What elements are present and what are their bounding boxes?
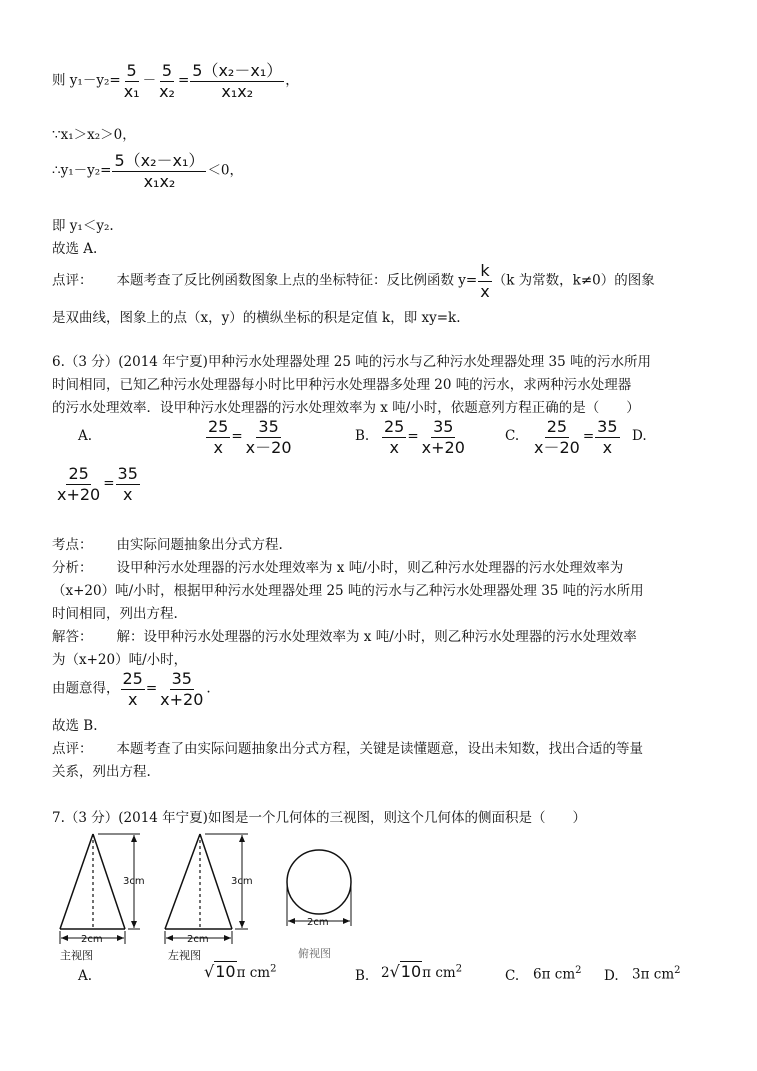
q6-fenxi: 分析： 设甲种污水处理器的污水处理效率为 x 吨/小时，则乙种污水处理器的污水处理效率为 — [52, 560, 624, 576]
q6-stem-line-2: 时间相同，已知乙种污水处理器每小时比甲种污水处理器多处理 20 吨的污水，求两种污水处理器 — [52, 377, 632, 393]
fraction-difference-2: $\frac{\text{5（x₂－x₁）}}{\text{x₁x₂}}$ — [114, 151, 205, 191]
top-view — [287, 850, 351, 926]
solution-line-4: 即 y₁＜y₂. — [52, 218, 114, 234]
front-view-left-edge — [60, 834, 93, 929]
front-height-label: 3cm — [123, 876, 145, 887]
left-view — [165, 834, 248, 944]
q7-option-d-value[interactable]: 3π $cm^2$ — [632, 965, 681, 983]
q6-option-d-equation[interactable]: $\frac{25}{x+20}$ = $\frac{35}{x}$ — [57, 464, 138, 504]
solution-line-3: ∴y₁－y₂= $\frac{\text{5（x₂－x₁）}}{\text{x₁x₂}}$ ＜0， — [52, 151, 244, 191]
solution-choice: 故选 A. — [52, 241, 98, 257]
comment-block-1: 点评： 本题考查了反比例函数图象上点的坐标特征：反比例函数 y= $\frac{k}{x}$ （k 为常数，k≠0）的图象 — [52, 261, 655, 301]
q7-option-d-label[interactable]: D. — [604, 968, 619, 984]
q6-stem-line-1: 6.（3 分）(2014 年宁夏)甲种污水处理器处理 25 吨的污水与乙种污水处理器处理 35 吨的污水所用 — [52, 354, 651, 370]
q7-option-a-label[interactable]: A. — [78, 968, 93, 984]
left-width-label: 2cm — [187, 934, 209, 945]
q6-option-d-label[interactable]: D. — [632, 428, 647, 444]
front-width-label: 2cm — [81, 934, 103, 945]
solution-line-1: 则 y₁－y₂= $\frac{5}{\text{x₁}}$ － $\frac{5}{\text{x₂}}$ = $\frac{\text{5（x₂－x₁）}}{\text{x₁x₂}}$ ， — [52, 61, 299, 101]
q6-option-a-equation[interactable]: $\frac{25}{x}$ = $\frac{35}{x-20}$ — [208, 417, 292, 457]
q6-fenxi-line-3: 时间相同，列出方程. — [52, 606, 178, 622]
left-view-left-edge — [165, 834, 200, 929]
q7-option-a-value[interactable]: √10π $cm^2$ — [204, 962, 277, 981]
top-width-label: 2cm — [307, 917, 329, 928]
q7-option-b-value[interactable]: 2√10π $cm^2$ — [381, 962, 463, 981]
q6-option-b-label[interactable]: B. — [355, 428, 370, 444]
q6-choice: 故选 B. — [52, 718, 98, 734]
top-view-label: 俯视图 — [298, 947, 331, 960]
fraction-k-over-x: $\frac{k}{x}$ — [480, 261, 490, 301]
solution-line-2: ∵x₁＞x₂＞0， — [52, 127, 136, 143]
front-view-right-edge — [93, 834, 125, 929]
q6-kaodian: 考点： 由实际问题抽象出分式方程. — [52, 537, 283, 553]
q6-option-a-label[interactable]: A. — [78, 428, 93, 444]
q6-fenxi-line-2: （x+20）吨/小时，根据甲种污水处理器处理 25 吨的污水与乙种污水处理器处理 35 吨的污水所用 — [52, 583, 644, 599]
left-height-label: 3cm — [231, 876, 253, 887]
left-view-right-edge — [200, 834, 232, 929]
q6-option-b-equation[interactable]: $\frac{25}{x}$ = $\frac{35}{x+20}$ — [384, 417, 465, 457]
q6-option-c-equation[interactable]: $\frac{25}{x-20}$ = $\frac{35}{x}$ — [534, 417, 618, 457]
fraction-difference: $\frac{\text{5（x₂－x₁）}}{\text{x₁x₂}}$ — [192, 61, 283, 101]
comment-line-2: 是双曲线，图象上的点（x，y）的横纵坐标的积是定值 k，即 xy=k. — [52, 310, 461, 326]
q7-option-c-label[interactable]: C. — [505, 968, 520, 984]
front-view — [60, 834, 140, 944]
left-view-label: 左视图 — [168, 949, 201, 962]
q7-stem: 7.（3 分）(2014 年宁夏)如图是一个几何体的三视图，则这个几何体的侧面积是（ ） — [52, 810, 586, 826]
q6-option-c-label[interactable]: C. — [505, 428, 520, 444]
three-view-figure — [50, 826, 390, 964]
q6-stem-line-3: 的污水处理效率．设甲种污水处理器的污水处理效率为 x 吨/小时，依题意列方程正确的是（ ） — [52, 400, 640, 416]
fraction-5-over-x2: $\frac{5}{\text{x₂}}$ — [159, 61, 175, 101]
front-view-label: 主视图 — [60, 949, 93, 962]
top-view-circle — [287, 850, 351, 914]
q6-jieda-equation: 由题意得， $\frac{25}{x}$ = $\frac{35}{x+20}$ . — [52, 669, 211, 709]
q6-jieda-line-2: 为（x+20）吨/小时， — [52, 652, 188, 668]
q6-jieda: 解答： 解：设甲种污水处理器的污水处理效率为 x 吨/小时，则乙种污水处理器的污水处理效率 — [52, 629, 637, 645]
q6-comment: 点评： 本题考查了由实际问题抽象出分式方程，关键是读懂题意，设出未知数，找出合适的等量 — [52, 741, 643, 757]
q7-option-b-label[interactable]: B. — [355, 968, 370, 984]
fraction-5-over-x1: $\frac{5}{\text{x₁}}$ — [123, 61, 140, 101]
q7-option-c-value[interactable]: 6π $cm^2$ — [533, 965, 582, 983]
q6-comment-line-2: 关系，列出方程. — [52, 764, 151, 780]
